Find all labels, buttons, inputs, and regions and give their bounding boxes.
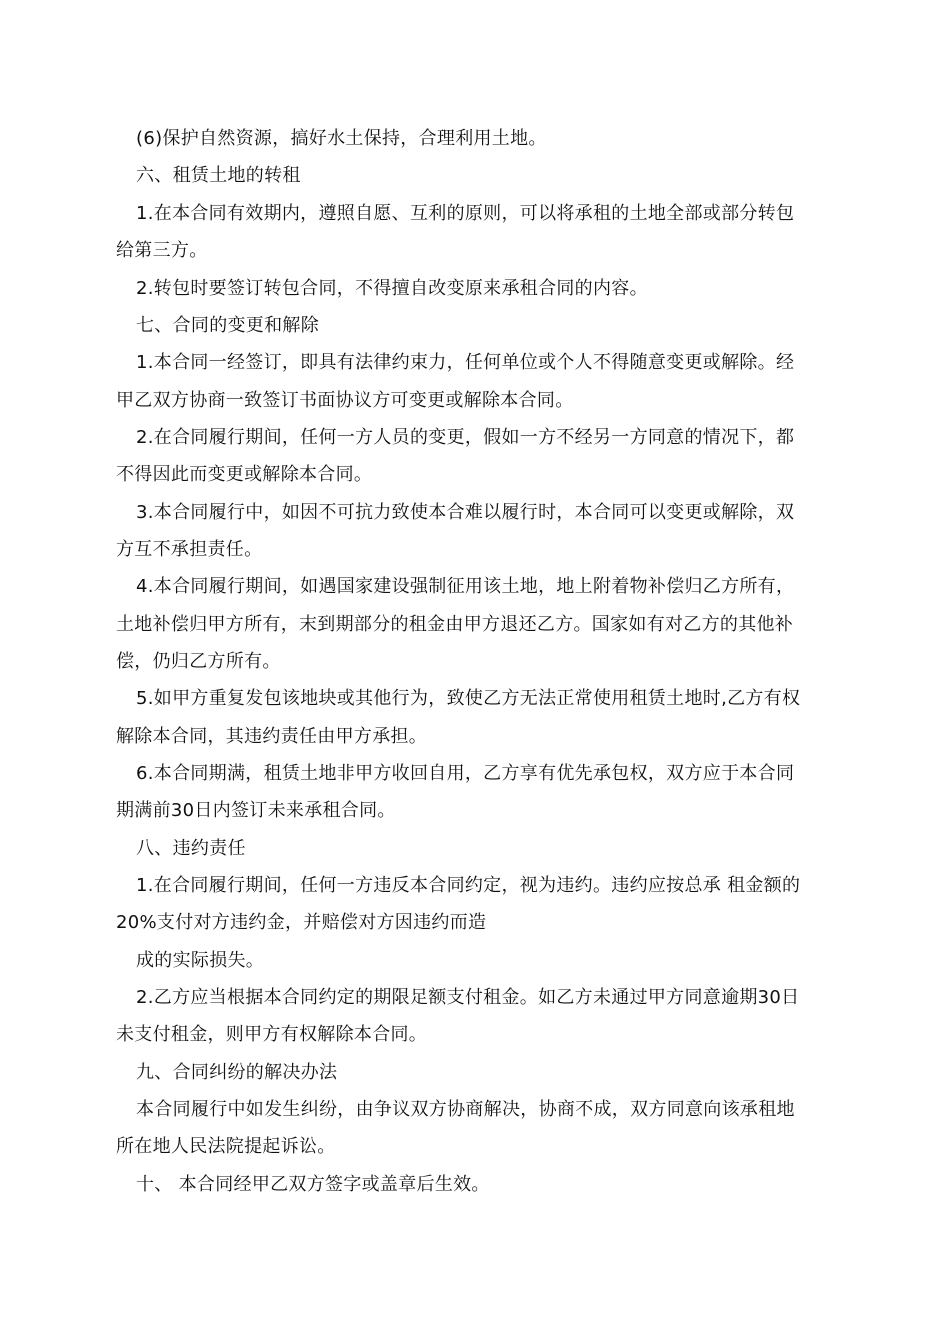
- section-heading: 七、合同的变更和解除: [136, 315, 319, 336]
- section-heading: 八、违约责任: [136, 838, 246, 859]
- paragraph-line: 5.如甲方重复发包该地块或其他行为，致使乙方无法正常使用租赁土地时,乙方有权: [136, 688, 801, 709]
- paragraph-line: 本合同履行中如发生纠纷，由争议双方协商解决，协商不成，双方同意向该承租地: [136, 1099, 795, 1120]
- section-heading: 十、 本合同经甲乙双方签字或盖章后生效。: [136, 1174, 490, 1195]
- paragraph-line: 方互不承担责任。: [116, 539, 263, 560]
- paragraph-line: 4.本合同履行期间，如遇国家建设强制征用该土地，地上附着物补偿归乙方所有，: [136, 576, 795, 597]
- paragraph-line: 20%支付对方违约金，并赔偿对方因违约而造: [116, 912, 487, 933]
- paragraph-line: 1.本合同一经签订，即具有法律约束力，任何单位或个人不得随意变更或解除。经: [136, 352, 795, 373]
- paragraph-line: (6)保护自然资源，搞好水土保持，合理利用土地。: [136, 128, 547, 149]
- section-heading: 六、租赁土地的转租: [136, 165, 301, 186]
- paragraph-line: 3.本合同履行中，如因不可抗力致使本合难以履行时，本合同可以变更或解除，双: [136, 502, 795, 523]
- paragraph-line: 6.本合同期满，租赁土地非甲方收回自用，乙方享有优先承包权，双方应于本合同: [136, 763, 795, 784]
- paragraph-line: 期满前30日内签订未来承租合同。: [116, 800, 396, 821]
- paragraph-line: 2.乙方应当根据本合同约定的期限足额支付租金。如乙方未通过甲方同意逾期30日: [136, 987, 800, 1008]
- section-heading: 九、合同纠纷的解决办法: [136, 1062, 338, 1083]
- paragraph-line: 解除本合同，其违约责任由甲方承担。: [116, 726, 428, 747]
- paragraph-line: 偿，仍归乙方所有。: [116, 651, 281, 672]
- paragraph-line: 所在地人民法院提起诉讼。: [116, 1136, 336, 1157]
- paragraph-line: 土地补偿归甲方所有，末到期部分的租金由甲方退还乙方。国家如有对乙方的其他补: [116, 614, 794, 635]
- paragraph-line: 1.在合同履行期间，任何一方违反本合同约定，视为违约。违约应按总承 租金额的: [136, 875, 801, 896]
- paragraph-line: 未支付租金，则甲方有权解除本合同。: [116, 1024, 428, 1045]
- paragraph-line: 不得因此而变更或解除本合同。: [116, 464, 373, 485]
- paragraph-line: 1.在本合同有效期内，遵照自愿、互利的原则，可以将承租的土地全部或部分转包: [136, 203, 795, 224]
- paragraph-line: 甲乙双方协商一致签订书面协议方可变更或解除本合同。: [116, 390, 574, 411]
- paragraph-line: 给第三方。: [116, 240, 208, 261]
- paragraph-line: 2.在合同履行期间，任何一方人员的变更，假如一方不经另一方同意的情况下，都: [136, 427, 795, 448]
- paragraph-line: 2.转包时要签订转包合同，不得擅自改变原来承租合同的内容。: [136, 278, 648, 299]
- paragraph-line: 成的实际损失。: [136, 950, 265, 971]
